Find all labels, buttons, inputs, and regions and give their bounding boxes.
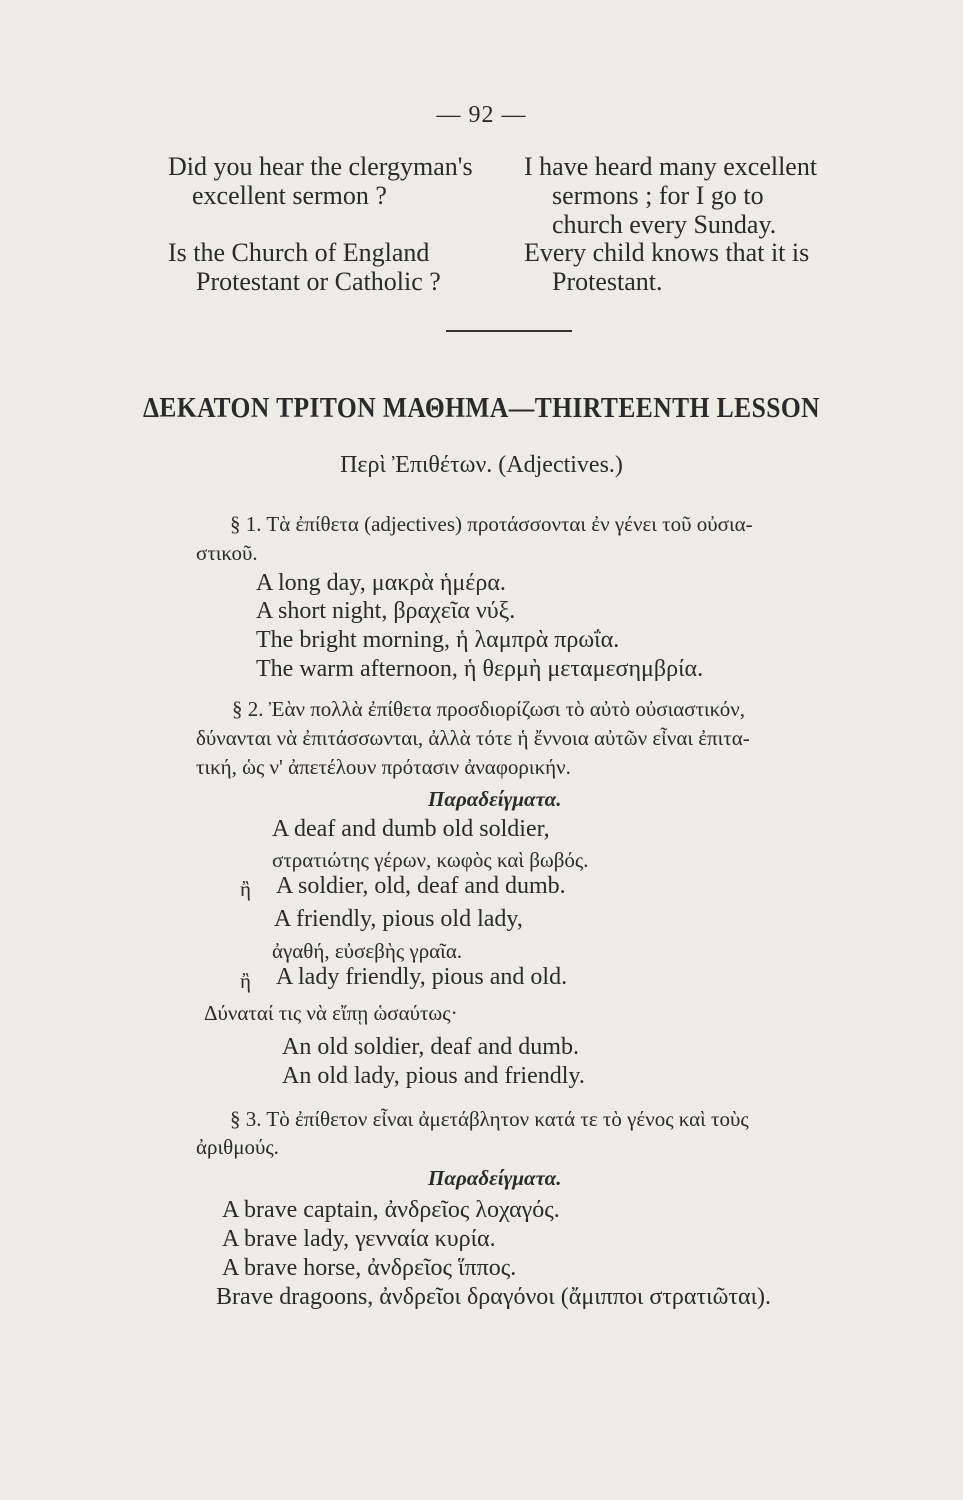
section-2-alt-line: An old soldier, deaf and dumb. (282, 1034, 579, 1060)
section-2-intro-line-1: § 2. Ἐὰν πολλὰ ἐπίθετα προσδιορίζωσι τὸ αὐτὸ οὐσιαστικόν, (232, 697, 746, 721)
section-3-example: Brave dragoons, ἀνδρεῖοι δραγόνοι (ἄμιπποι στρατιῶται). (216, 1284, 772, 1310)
section-2-intro-line-3: τική, ὡς ν' ἀπετέλουν πρότασιν ἀναφορικήν. (196, 755, 571, 779)
section-3-intro-line-2: ἀριθμούς. (196, 1135, 279, 1159)
section-2-example-line: A deaf and dumb old soldier, (272, 816, 550, 842)
section-3-example: A brave lady, γενναία κυρία. (222, 1226, 496, 1252)
section-3-example: A brave captain, ἀνδρεῖος λοχαγός. (222, 1197, 560, 1223)
section-1-example: A long day, μακρὰ ἡμέρα. (256, 570, 506, 596)
dialog-question-1-line-2: excellent sermon ? (192, 181, 387, 210)
section-3-examples-title: Παραδείγματα. (428, 1166, 562, 1190)
dialog-answer-2-line-1: Every child knows that it is (524, 238, 810, 267)
section-2-intro-line-2: δύνανται νὰ ἐπιτάσσωνται, ἀλλὰ τότε ἡ ἔννοια αὐτῶν εἶναι ἐπιτα- (196, 726, 750, 750)
section-1-example: The warm afternoon, ἡ θερμὴ μεταμεσημβρία. (256, 656, 704, 682)
section-2-examples-title: Παραδείγματα. (428, 787, 562, 811)
section-3-example: A brave horse, ἀνδρεῖος ἵππος. (222, 1255, 517, 1281)
section-2-example-line: A soldier, old, deaf and dumb. (276, 873, 566, 899)
section-2-can-say: Δύναταί τις νὰ εἴπῃ ὡσαύτως· (204, 1001, 458, 1025)
section-2-example-line: A friendly, pious old lady, (274, 906, 523, 932)
lesson-heading: ΔΕΚΑΤΟΝ ΤΡΙΤΟΝ ΜΑΘΗΜΑ—THIRTEENTH LESSON (142, 392, 821, 424)
section-2-example-greek: ἀγαθή, εὐσεβὴς γραῖα. (272, 939, 463, 963)
section-1-intro-line-1: § 1. Τὰ ἐπίθετα (adjectives) προτάσσονται ἐν γένει τοῦ οὐσια- (230, 512, 753, 536)
dialog-question-1-line-1: Did you hear the clergyman's (168, 152, 473, 181)
section-2-example-line: A lady friendly, pious and old. (276, 964, 568, 990)
dialog-answer-1-line-2: sermons ; for I go to (552, 181, 764, 210)
section-1-example: A short night, βραχεῖα νύξ. (256, 598, 516, 624)
dialog-answer-2-line-2: Protestant. (552, 267, 663, 296)
page-number: — 92 — (436, 102, 527, 128)
dialog-answer-1-line-3: church every Sunday. (552, 210, 777, 239)
section-3-intro-line-1: § 3. Τὸ ἐπίθετον εἶναι ἀμετάβλητον κατά τε τὸ γένος καὶ τοὺς (230, 1107, 749, 1131)
lesson-subtitle: Περὶ Ἐπιθέτων. (Adjectives.) (340, 452, 623, 478)
or-marker: ἢ (240, 969, 251, 993)
dialog-question-2-line-2: Protestant or Catholic ? (196, 267, 441, 296)
section-1-intro-line-2: στικοῦ. (196, 541, 258, 565)
section-1-example: The bright morning, ἡ λαμπρὰ πρωΐα. (256, 627, 620, 653)
section-divider (446, 330, 572, 332)
dialog-question-2-line-1: Is the Church of England (168, 238, 430, 267)
or-marker: ἢ (240, 877, 251, 901)
section-2-alt-line: An old lady, pious and friendly. (282, 1063, 585, 1089)
section-2-example-greek: στρατιώτης γέρων, κωφὸς καὶ βωβός. (272, 848, 589, 872)
dialog-answer-1-line-1: I have heard many excellent (524, 152, 818, 181)
